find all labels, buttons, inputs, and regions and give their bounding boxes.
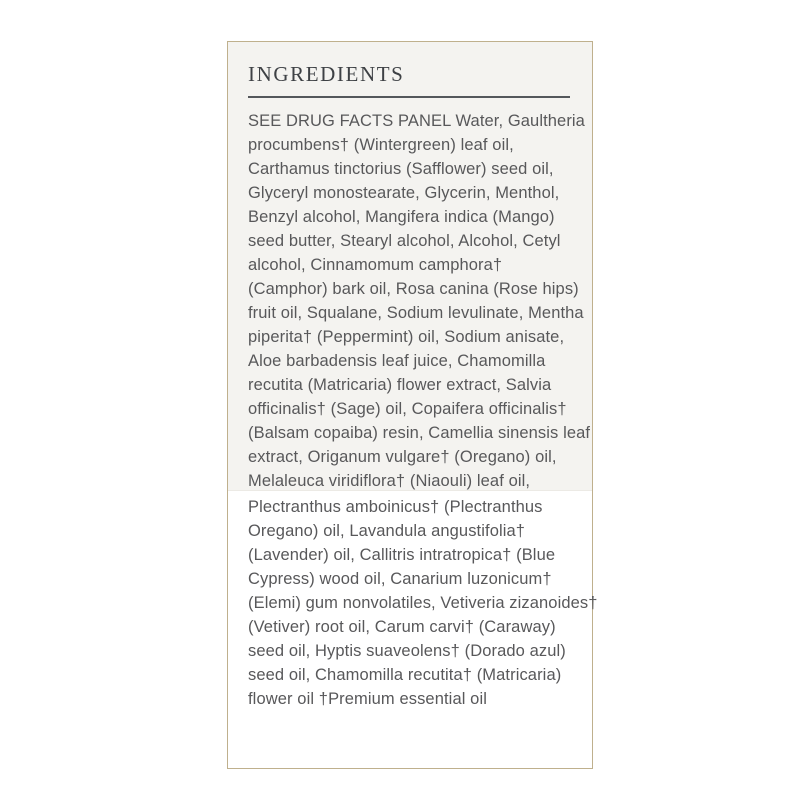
ingredients-panel-upper-section <box>228 42 592 491</box>
ingredient-line: seed butter, Stearyl alcohol, Alcohol, Cetyl <box>248 232 561 250</box>
ingredient-line: (Vetiver) root oil, Carum carvi† (Caraway) <box>248 618 556 636</box>
ingredients-panel-lower-section <box>228 491 598 768</box>
ingredient-line: Glyceryl monostearate, Glycerin, Menthol, <box>248 184 560 202</box>
ingredient-line: Carthamus tinctorius (Safflower) seed oil, <box>248 160 554 178</box>
ingredient-line: officinalis† (Sage) oil, Copaifera officinalis† <box>248 400 567 418</box>
ingredient-line: Oregano) oil, Lavandula angustifolia† <box>248 522 526 540</box>
ingredient-line: piperita† (Peppermint) oil, Sodium anisate, <box>248 328 565 346</box>
ingredients-panel <box>227 41 598 769</box>
ingredient-line: flower oil †Premium essential oil <box>248 690 487 708</box>
ingredient-line: (Lavender) oil, Callitris intratropica† (Blue <box>248 546 556 564</box>
ingredient-line: alcohol, Cinnamomum camphora† <box>248 256 503 274</box>
ingredient-line: extract, Origanum vulgare† (Oregano) oil, <box>248 448 557 466</box>
heading-divider <box>248 96 570 98</box>
ingredient-line: (Elemi) gum nonvolatiles, Vetiveria zizanoides† <box>248 594 598 612</box>
ingredient-line: Plectranthus amboinicus† (Plectranthus <box>248 498 543 516</box>
ingredient-line: fruit oil, Squalane, Sodium levulinate, Mentha <box>248 304 584 322</box>
ingredient-line: Aloe barbadensis leaf juice, Chamomilla <box>248 352 546 370</box>
ingredient-line: procumbens† (Wintergreen) leaf oil, <box>248 136 514 154</box>
ingredient-line: recutita (Matricaria) flower extract, Salvia <box>248 376 552 394</box>
ingredient-line: seed oil, Hyptis suaveolens† (Dorado azul) <box>248 642 566 660</box>
ingredient-line: (Camphor) bark oil, Rosa canina (Rose hips) <box>248 280 579 298</box>
ingredient-line: (Balsam copaiba) resin, Camellia sinensis leaf <box>248 424 591 442</box>
ingredient-line: seed oil, Chamomilla recutita† (Matricaria) <box>248 666 562 684</box>
ingredient-line: Cypress) wood oil, Canarium luzonicum† <box>248 570 552 588</box>
ingredient-line: Benzyl alcohol, Mangifera indica (Mango) <box>248 208 555 226</box>
ingredients-text-lower <box>248 491 598 711</box>
ingredient-line: SEE DRUG FACTS PANEL Water, Gaultheria <box>248 112 585 130</box>
ingredients-heading: INGREDIENTS <box>248 62 405 86</box>
ingredients-text-upper <box>248 109 591 493</box>
ingredient-line: Melaleuca viridiflora† (Niaouli) leaf oil, <box>248 472 531 490</box>
